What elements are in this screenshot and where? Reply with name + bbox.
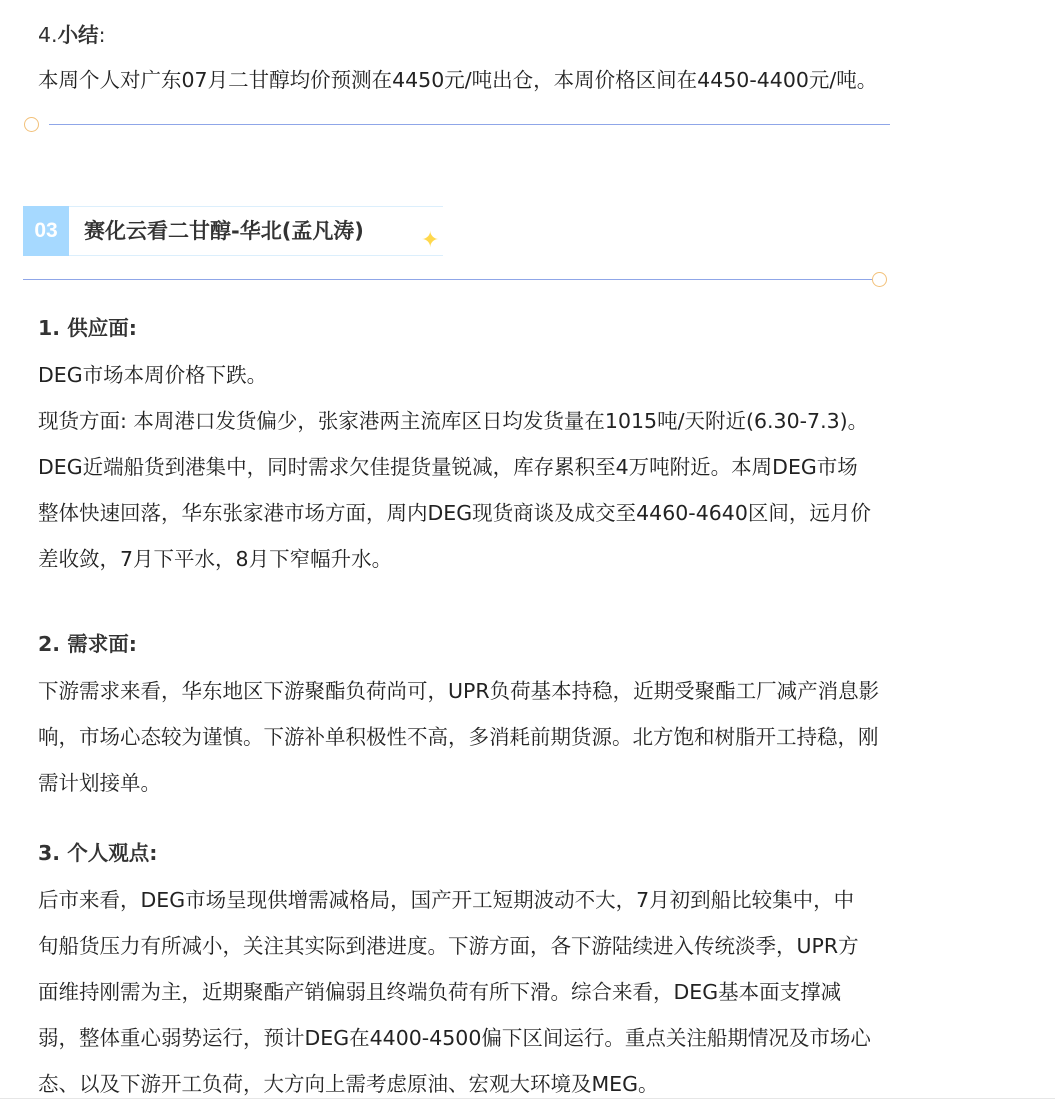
section-divider-line (23, 279, 873, 280)
demand-line: 需计划接单。 (38, 771, 161, 795)
supply-line: DEG市场本周价格下跌。 (38, 363, 268, 387)
section-number: 03 (23, 206, 69, 256)
divider-line (49, 124, 890, 125)
summary-heading (38, 20, 105, 50)
section-divider-ring-icon (872, 272, 887, 287)
bottom-rule (0, 1098, 1055, 1099)
opinion-body (38, 877, 1028, 1107)
supply-line: DEG近端船货到港集中，同时需求欠佳提货量锐减，库存累积至4万吨附近。本周DEG市场 (38, 455, 858, 479)
supply-heading: 1. 供应面: (38, 316, 137, 340)
summary-text: 本周个人对广东07月二甘醇均价预测在4450元/吨出仓，本周价格区间在4450-4400元/吨。 (38, 68, 878, 92)
supply-line: 整体快速回落，华东张家港市场方面，周内DEG现货商谈及成交至4460-4640区间，远月价 (38, 501, 871, 525)
demand-body (38, 668, 1028, 806)
supply-line: 差收敛，7月下平水，8月下窄幅升水。 (38, 547, 393, 571)
demand-line: 下游需求来看，华东地区下游聚酯负荷尚可，UPR负荷基本持稳，近期受聚酯工厂减产消息影 (38, 679, 880, 703)
divider-ring-icon (24, 117, 39, 132)
demand-line: 响，市场心态较为谨慎。下游补单积极性不高，多消耗前期货源。北方饱和树脂开工持稳，刚 (38, 725, 879, 749)
opinion-line: 面维持刚需为主，近期聚酯产销偏弱且终端负荷有所下滑。综合来看，DEG基本面支撑减 (38, 980, 842, 1004)
opinion-line: 态、以及下游开工负荷，大方向上需考虑原油、宏观大环境及MEG。 (38, 1072, 659, 1096)
supply-body (38, 352, 1028, 582)
opinion-line: 弱，整体重心弱势运行，预计DEG在4400-4500偏下区间运行。重点关注船期情况及市场心 (38, 1026, 871, 1050)
section-title-box (69, 206, 443, 256)
opinion-line: 旬船货压力有所减小，关注其实际到港进度。下游方面，各下游陆续进入传统淡季，UPR方 (38, 934, 859, 958)
summary-heading-suffix: : (98, 23, 106, 47)
demand-heading: 2. 需求面: (38, 632, 137, 656)
summary-heading-bold: 小结 (57, 23, 99, 47)
section-title: 赛化云看二甘醇-华北(孟凡涛) (84, 219, 364, 243)
supply-line: 现货方面: 本周港口发货偏少，张家港两主流库区日均发货量在1015吨/天附近(6.30-7.3)。 (38, 409, 869, 433)
section-header (23, 206, 443, 256)
opinion-heading: 3. 个人观点: (38, 841, 158, 865)
summary-heading-prefix: 4. (38, 23, 58, 47)
sparkle-icon: ✦ (421, 228, 440, 253)
opinion-line: 后市来看，DEG市场呈现供增需减格局，国产开工短期波动不大，7月初到船比较集中，中 (38, 888, 855, 912)
